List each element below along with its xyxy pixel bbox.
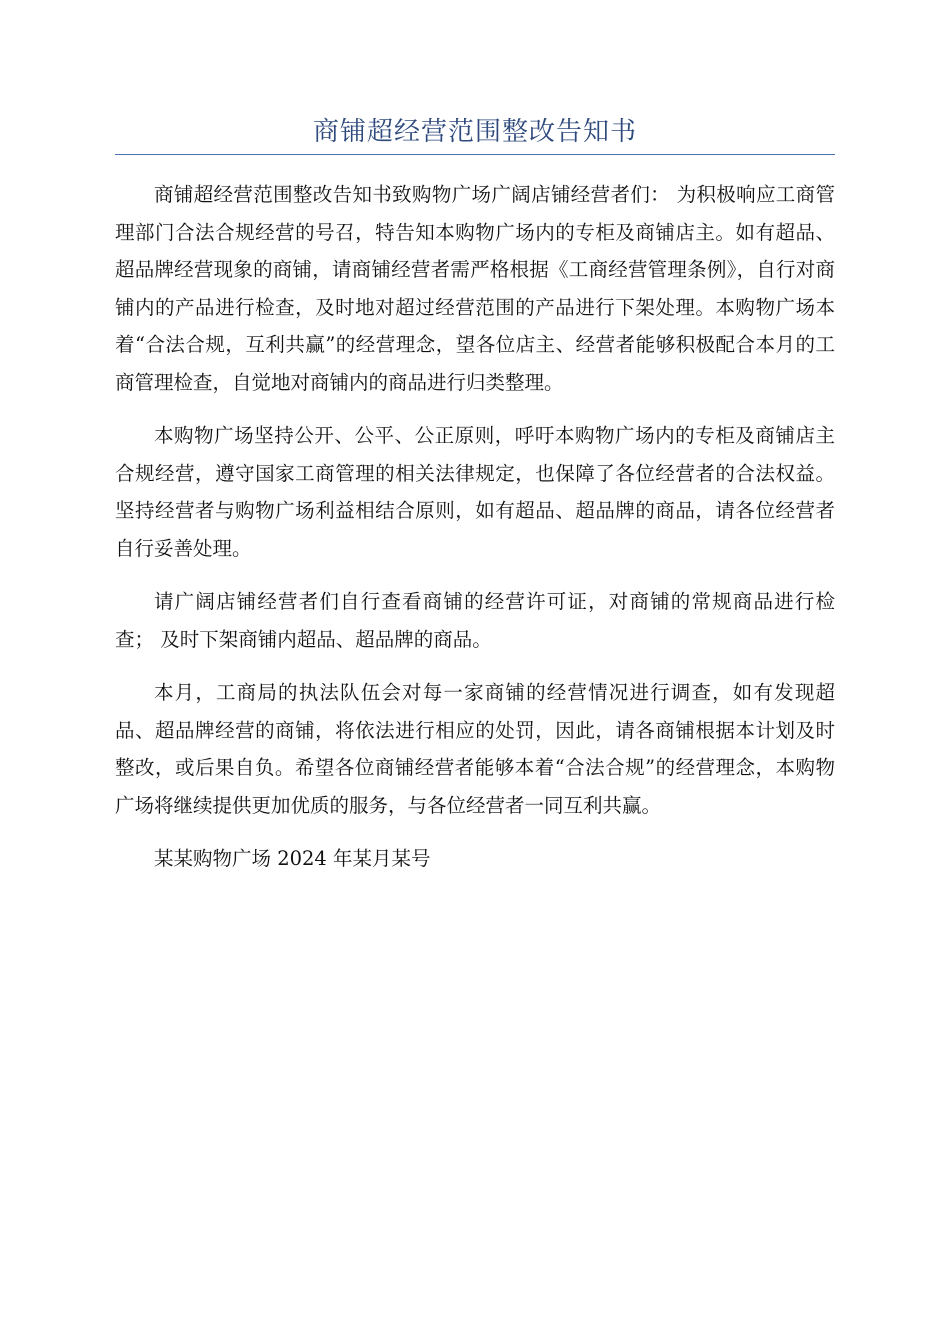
document-title: 商铺超经营范围整改告知书 <box>312 117 637 147</box>
paragraph-2: 本购物广场坚持公开、公平、公正原则，呼吁本购物广场内的专柜及商铺店主合规经营，遵守国家工商管理的相关法律规定，也保障了各位经营者的合法权益。坚持经营者与购物广场利益相结合原则，如有超品、超品牌的商品，请各位经营者自行妥善处理。 <box>115 424 835 560</box>
signature-line: 某某购物广场 2024 年某月某号 <box>154 847 431 870</box>
paragraph-4: 本月，工商局的执法队伍会对每一家商铺的经营情况进行调查，如有发现超品、超品牌经营的商铺，将依法进行相应的处罚，因此，请各商铺根据本计划及时整改，或后果自负。希望各位商铺经营者能够本着“合法合规”的经营理念，本购物广场将继续提供更加优质的服务，与各位经营者一同互利共赢。 <box>115 681 835 817</box>
document-body <box>115 176 835 878</box>
paragraph-1: 商铺超经营范围整改告知书致购物广场广阔店铺经营者们： 为积极响应工商管理部门合法合规经营的号召，特告知本购物广场内的专柜及商铺店主。如有超品、超品牌经营现象的商铺，请商铺经营者需严格根据《工商经营管理条例》，自行对商铺内的产品进行检查，及时地对超过经营范围的产品进行下架处理。本购物广场本着“合法合规，互利共赢”的经营理念，望各位店主、经营者能够积极配合本月的工商管理检查，自觉地对商铺内的商品进行归类整理。 <box>115 183 835 394</box>
title-underline <box>115 154 835 155</box>
paragraph-3: 请广阔店铺经营者们自行查看商铺的经营许可证，对商铺的常规商品进行检查； 及时下架商铺内超品、超品牌的商品。 <box>115 590 835 651</box>
